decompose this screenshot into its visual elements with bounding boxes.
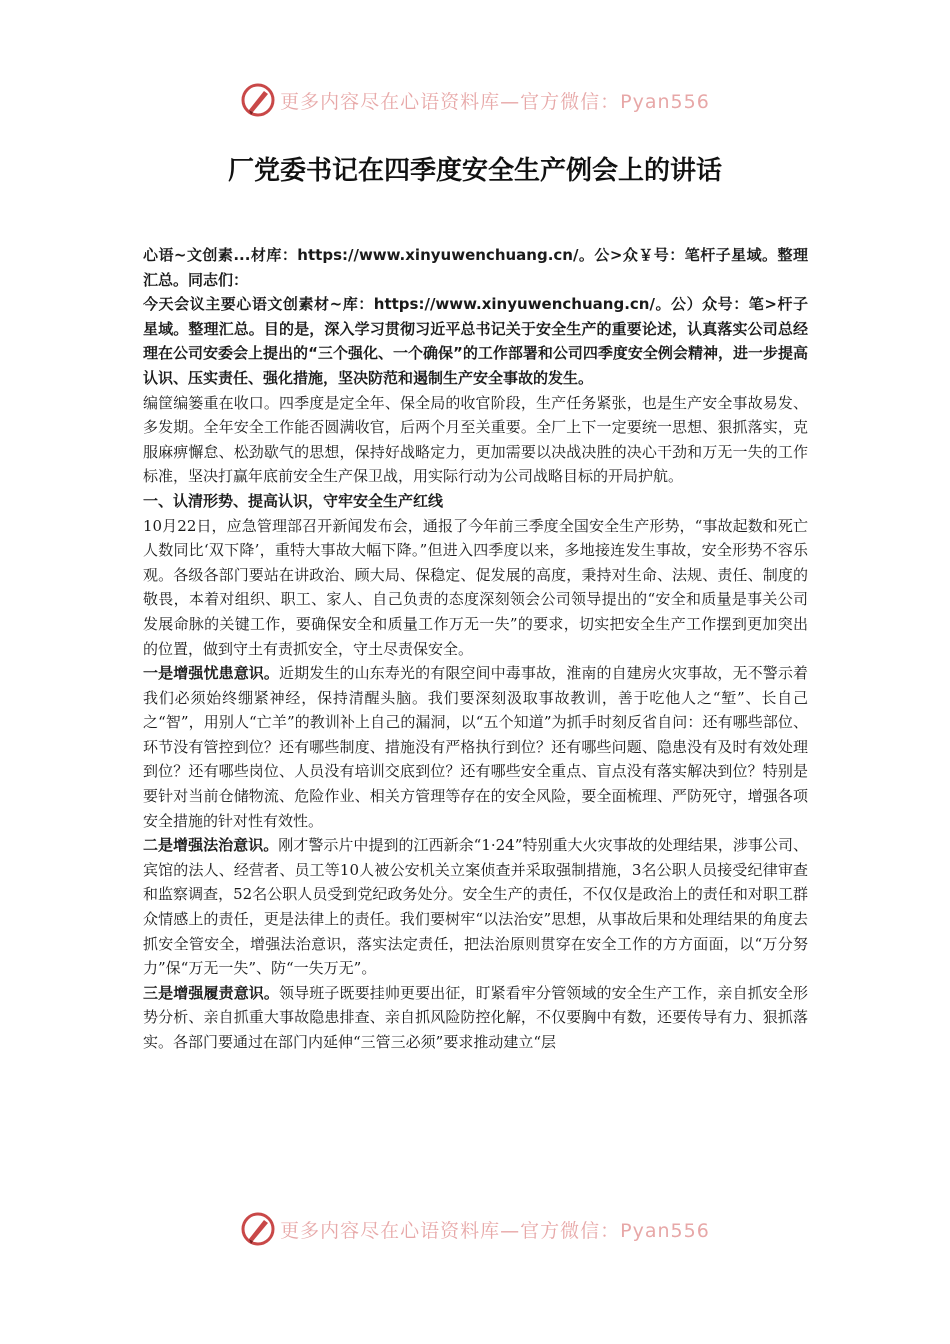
body-paragraph: 编筐编篓重在收口。四季度是定全年、保全局的收官阶段，生产任务紧张，也是生产安全事故易发、多发期。全年安全工作能否圆满收官，后两个月至关重要。全厂上下一定要统一思想、狠抓落实，克服麻痹懈怠、松劲歇气的思想，保持好战略定力，更加需要以决战决胜的决心干劲和万无一失的工作标准，坚决打赢年底前安全生产保卫战，用实际行动为公司战略目标的开局护航。 <box>143 393 808 486</box>
point-lead: 二是增强法治意识。 <box>143 836 279 855</box>
pen-logo-icon <box>240 1211 276 1247</box>
section-heading: 一、认清形势、提高认识，守牢安全生产红线 <box>143 491 444 510</box>
watermark-banner-bottom <box>0 1209 950 1249</box>
body-paragraph: 10月22日，应急管理部召开新闻发布会，通报了今年前三季度全国安全生产形势，“事故起数和死亡人数同比‘双下降’，重特大事故大幅下降。”但进入四季度以来，多地接连发生事故，安全形势不容乐观。各级各部门要站在讲政治、顾大局、保稳定、促发展的高度，秉持对生命、法规、责任、制度的敬畏，本着对组织、职工、家人、自己负责的态度深刻领会公司领导提出的“安全和质量是事关公司发展命脉的关键工作，要确保安全和质量工作万无一失”的要求，切实把安全生产工作摆到更加突出的位置，做到守土有责抓安全，守土尽责保安全。 <box>143 516 808 658</box>
intro-paragraph: 心语~文创素...材库：https://www.xinyuwenchuang.cn/。公>众￥号：笔杆子星域。整理汇总。同志们： <box>143 246 808 289</box>
point-body: 刚才警示片中提到的江西新余“1·24”特别重大火灾事故的处理结果，涉事公司、宾馆的法人、经营者、员工等10人被公安机关立案侦查并采取强制措施，3名公职人员接受纪律审查和监察调查，52名公职人员受到党纪政务处分。安全生产的责任，不仅仅是政治上的责任和对职工群众情感上的责任，更是法律上的责任。我们要树牢“以法治安”思想，从事故后果和处理结果的角度去抓安全管安全，增强法治意识，落实法定责任，把法治原则贯穿在安全工作的方方面面，以“万分努力”保“万无一失”、防“一失万无”。 <box>143 836 808 978</box>
watermark-text: 更多内容尽在心语资料库—官方微信：Pyan556 <box>280 1219 710 1242</box>
point-lead: 一是增强忧患意识。 <box>143 664 280 683</box>
point-paragraph <box>143 981 808 1055</box>
document-body <box>143 243 808 1055</box>
point-body: 领导班子既要挂帅更要出征，盯紧看牢分管领域的安全生产工作，亲自抓安全形势分析、亲自抓重大事故隐患排查、亲自抓风险防控化解，不仅要胸中有数，还要传导有力、狠抓落实。各部门要通过在部门内延伸“三管三必须”要求推动建立“层 <box>143 983 808 1051</box>
intro-paragraph: 今天会议主要心语文创素材~库：https://www.xinyuwenchuang.cn/。公）众号：笔>杆子星域。整理汇总。目的是，深入学习贯彻习近平总书记关于安全生产的重要论述，认真落实公司总经理在公司安委会上提出的“三个强化、一个确保”的工作部署和公司四季度安全例会精神，进一步提高认识、压实责任、强化措施，坚决防范和遏制生产安全事故的发生。 <box>143 295 808 387</box>
point-paragraph <box>143 661 808 833</box>
point-lead: 三是增强履责意识。 <box>143 983 280 1002</box>
document-title: 厂党委书记在四季度安全生产例会上的讲话 <box>227 156 722 186</box>
point-body: 近期发生的山东寿光的有限空间中毒事故，淮南的自建房火灾事故，无不警示着我们必须始终绷紧神经，保持清醒头脑。我们要深刻汲取事故教训，善于吃他人之“堑”、长自己之“智”，用别人“亡羊”的教训补上自己的漏洞，以“五个知道”为抓手时刻反省自问：还有哪些部位、环节没有管控到位？还有哪些制度、措施没有严格执行到位？还有哪些问题、隐患没有及时有效处理到位？还有哪些岗位、人员没有培训交底到位？还有哪些安全重点、盲点没有落实解决到位？特别是要针对当前仓储物流、危险作业、相关方管理等存在的安全风险，要全面梳理、严防死守，增强各项安全措施的针对性有效性。 <box>143 664 808 830</box>
watermark-banner-top <box>0 80 950 120</box>
pen-logo-icon <box>240 82 276 118</box>
watermark-text: 更多内容尽在心语资料库—官方微信：Pyan556 <box>280 90 710 113</box>
point-paragraph <box>143 833 808 981</box>
